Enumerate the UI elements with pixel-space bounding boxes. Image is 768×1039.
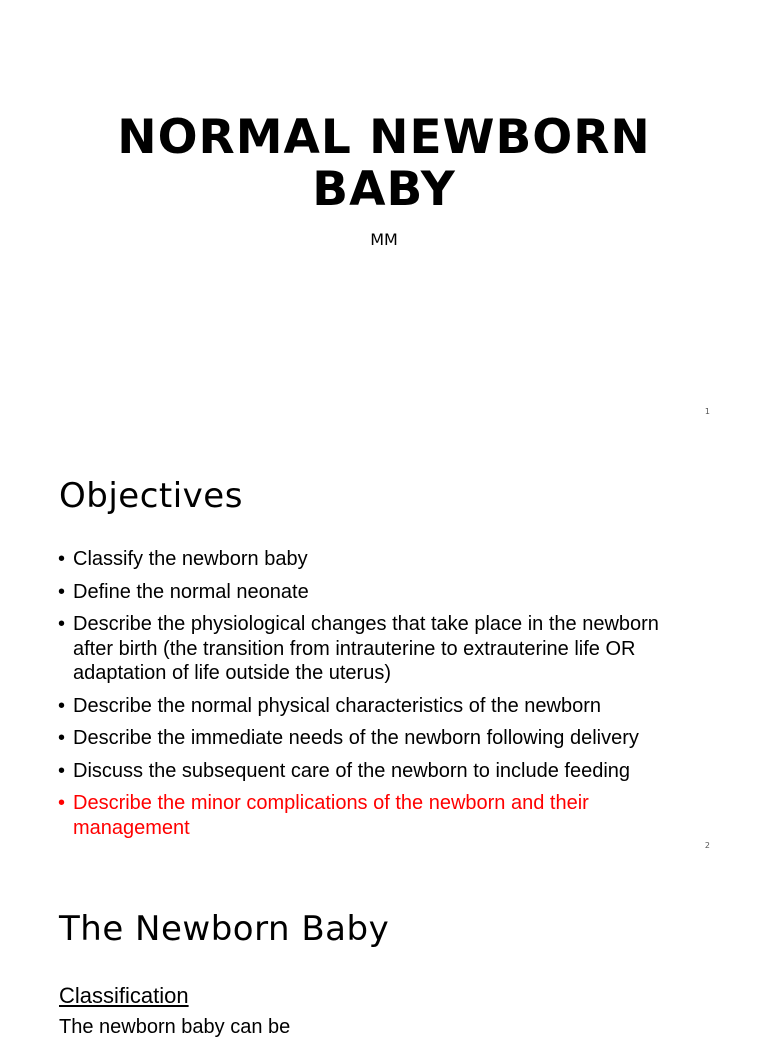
section-subheading: Classification [59,983,189,1008]
list-item: • Discuss the subsequent care of the newborn to include feeding [58,759,698,784]
objectives-slide [0,433,768,866]
title-line: BABY [312,162,456,217]
list-item: • Describe the physiological changes that take place in the newborn after birth (the transition from intrauterine to extrauterine life OR adaptation of life outside the uterus) [58,612,698,686]
page-number: 1 [704,407,710,416]
slide-title [0,112,768,216]
objectives-list [58,547,698,848]
title-slide [0,0,768,433]
slide-heading: Objectives [59,476,243,516]
list-item-highlighted: • Describe the minor complications of the newborn and their management [58,791,698,840]
list-item: • Define the normal neonate [58,580,698,605]
slide-heading: The Newborn Baby [59,909,390,949]
list-item: • Classify the newborn baby [58,547,698,572]
list-item: • Describe the normal physical characteristics of the newborn [58,694,698,719]
title-line: NORMAL NEWBORN [117,110,651,165]
list-item: • Describe the immediate needs of the newborn following delivery [58,726,698,751]
newborn-baby-slide [0,866,768,1038]
page-number: 2 [704,841,710,850]
body-text: The newborn baby can be [59,1016,291,1038]
slide-subtitle: MM [370,230,398,249]
